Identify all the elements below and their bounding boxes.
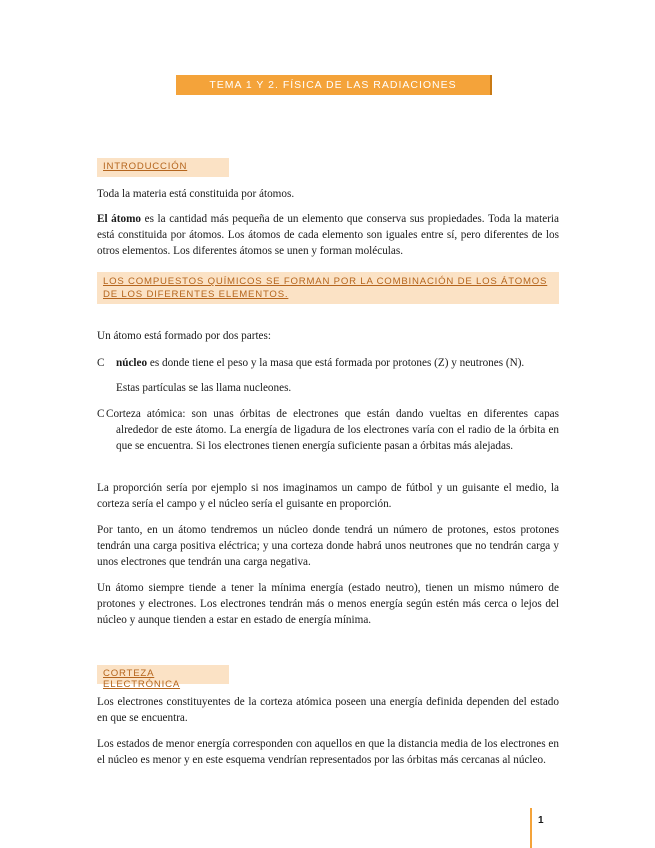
bullet-marker-corteza: C: [97, 408, 105, 420]
bullet-corteza: [106, 406, 559, 454]
page-number-rule: [530, 808, 532, 848]
paragraph-dos-partes: Un átomo está formado por dos partes:: [97, 330, 271, 342]
bullet-nucleones: Estas partículas se las llama nucleones.: [116, 382, 292, 394]
document-title: TEMA 1 Y 2. FÍSICA DE LAS RADIACIONES: [176, 75, 492, 95]
page-number: 1: [538, 815, 544, 826]
paragraph-protones: Por tanto, en un átomo tendremos un núcleo donde tendrá un número de protones, estos protones tendrán una carga positiva eléctrica; y una corteza donde habrá unos neutrones que no tendrán carga y unos electrones que tendrán una carga negativa.: [97, 524, 559, 568]
paragraph-atomo-text: es la cantidad más pequeña de un elemento que conserva sus propiedades. Toda la materia está constituida por átomos. Los átomos de cada elemento son iguales entre sí, pero diferentes de los otros elementos. Los diferentes átomos se unen y forman moléculas.: [97, 213, 559, 257]
section-heading-corteza: CORTEZA ELECTRÓNICA: [97, 665, 229, 684]
term-nucleo: núcleo: [116, 357, 148, 369]
section-heading-compuestos: LOS COMPUESTOS QUÍMICOS SE FORMAN POR LA COMBINACIÓN DE LOS ÁTOMOS DE LOS DIFERENTES ELEMENTOS.: [97, 272, 559, 304]
paragraph-proporcion: La proporción sería por ejemplo si nos imaginamos un campo de fútbol y un guisante el medio, la corteza sería el campo y el núcleo sería el guisante en proporción.: [97, 482, 559, 510]
bullet-nucleo: [116, 355, 578, 371]
bullet-nucleo-text: es donde tiene el peso y la masa que está formada por protones (Z) y neutrones (N).: [147, 357, 525, 369]
paragraph-electrones: Los electrones constituyentes de la corteza atómica poseen una energía definida dependen del estado en que se encuentra.: [97, 696, 559, 724]
paragraph-estados: Los estados de menor energía corresponden con aquellos en que la distancia media de los electrones en el núcleo es menor y en este esquema vendrían representados por las órbitas más cercanas al núcleo.: [97, 738, 559, 766]
bullet-marker-nucleo: C: [97, 357, 105, 369]
bullet-corteza-text: Corteza atómica: son unas órbitas de electrones que están dando vueltas en diferentes capas alrededor de este átomo. La energía de ligadura de los electrones varía con el radio de la órbita en que se encuentra. Si los electrones tienen energía suficiente pasan a órbitas más alejadas.: [106, 408, 559, 452]
paragraph-atomo: [97, 211, 559, 259]
paragraph-energia-minima: Un átomo siempre tiende a tener la mínima energía (estado neutro), tienen un mismo número de protones y electrones. Los electrones tendrán más o menos energía según estén más cerca o lejos del núcleo y aunque tienden a estar en estado de energía mínima.: [97, 582, 559, 626]
paragraph-materia: Toda la materia está constituida por átomos.: [97, 188, 295, 200]
term-atomo: El átomo: [97, 213, 141, 225]
section-heading-introduccion: INTRODUCCIÓN: [97, 158, 229, 177]
